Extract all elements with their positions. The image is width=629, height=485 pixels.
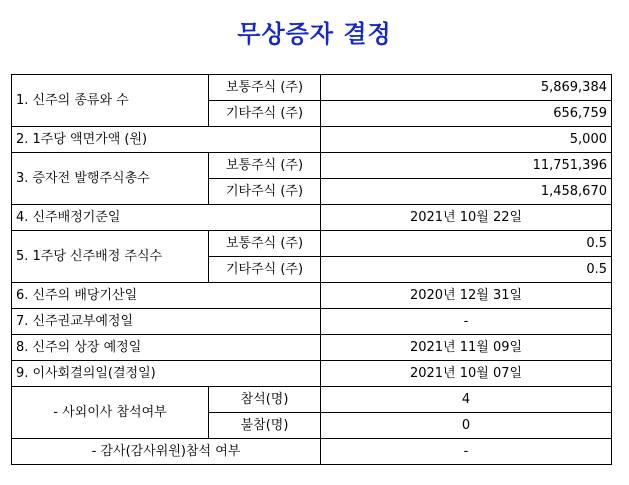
- row-value: -: [321, 309, 612, 335]
- row-value: 2021년 10월 22일: [321, 205, 612, 231]
- row-label: - 사외이사 참석여부: [12, 387, 209, 439]
- row-value: 0.5: [321, 231, 612, 257]
- table-row: [12, 127, 612, 153]
- row-label: 3. 증자전 발행주식총수: [12, 153, 209, 205]
- row-label: 7. 신주권교부예정일: [12, 309, 321, 335]
- sub-label: 불참(명): [209, 413, 321, 439]
- page-title: 무상증자 결정: [237, 19, 392, 48]
- row-label: - 감사(감사위원)참석 여부: [12, 439, 321, 465]
- row-value: 656,759: [321, 101, 612, 127]
- table-row: [12, 153, 612, 179]
- table-row: [12, 205, 612, 231]
- table-row: [12, 335, 612, 361]
- table-row: [12, 283, 612, 309]
- sub-label: 보통주식 (주): [209, 231, 321, 257]
- row-label: 1. 신주의 종류와 수: [12, 75, 209, 127]
- disclosure-table: [11, 74, 612, 465]
- row-label: 6. 신주의 배당기산일: [12, 283, 321, 309]
- table-row: [12, 309, 612, 335]
- row-value: 5,869,384: [321, 75, 612, 101]
- sub-label: 참석(명): [209, 387, 321, 413]
- row-value: 11,751,396: [321, 153, 612, 179]
- table-row: [12, 387, 612, 413]
- row-label: 8. 신주의 상장 예정일: [12, 335, 321, 361]
- row-value: -: [321, 439, 612, 465]
- table-row: [12, 439, 612, 465]
- row-label: 9. 이사회결의일(결정일): [12, 361, 321, 387]
- row-label: 2. 1주당 액면가액 (원): [12, 127, 321, 153]
- sub-label: 기타주식 (주): [209, 101, 321, 127]
- row-value: 1,458,670: [321, 179, 612, 205]
- row-value: 2020년 12월 31일: [321, 283, 612, 309]
- sub-label: 기타주식 (주): [209, 179, 321, 205]
- table-row: [12, 231, 612, 257]
- row-value: 0.5: [321, 257, 612, 283]
- table-row: [12, 361, 612, 387]
- sub-label: 보통주식 (주): [209, 75, 321, 101]
- row-value: 4: [321, 387, 612, 413]
- row-value: 2021년 10월 07일: [321, 361, 612, 387]
- table-row: [12, 75, 612, 101]
- sub-label: 보통주식 (주): [209, 153, 321, 179]
- sub-label: 기타주식 (주): [209, 257, 321, 283]
- row-label: 4. 신주배정기준일: [12, 205, 321, 231]
- row-value: 2021년 11월 09일: [321, 335, 612, 361]
- row-value: 5,000: [321, 127, 612, 153]
- row-label: 5. 1주당 신주배정 주식수: [12, 231, 209, 283]
- row-value: 0: [321, 413, 612, 439]
